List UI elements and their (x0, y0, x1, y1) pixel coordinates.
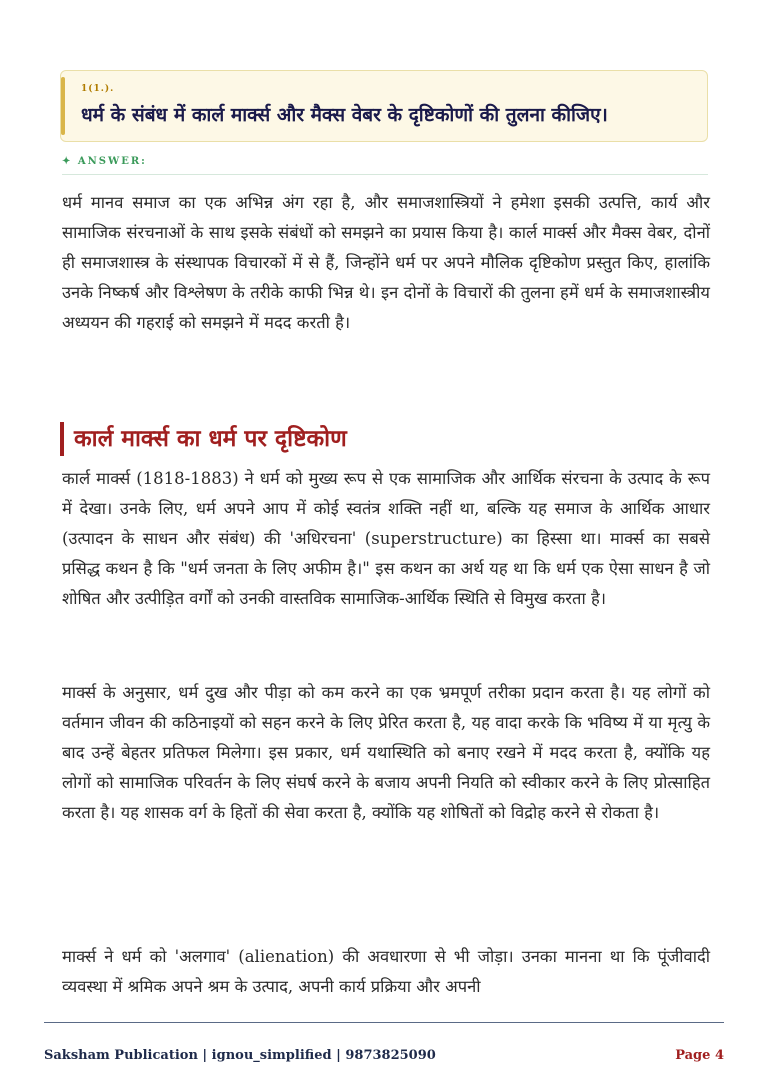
question-accent-bar (61, 77, 65, 135)
question-box (60, 70, 708, 142)
answer-divider (62, 174, 708, 175)
section-heading: कार्ल मार्क्स का धर्म पर दृष्टिकोण (60, 422, 347, 456)
intro-paragraph: धर्म मानव समाज का एक अभिन्न अंग रहा है, और समाजशास्त्रियों ने हमेशा इसकी उत्पत्ति, कार्य और सामाजिक संरचनाओं के साथ इसके संबंधों को समझने का प्रयास किया है। कार्ल मार्क्स और मैक्स वेबर, दोनों ही समाजशास्त्र के संस्थापक विचारकों में से हैं, जिन्होंने धर्म पर अपने मौलिक दृष्टिकोण प्रस्तुत किए, हालांकि उनके निष्कर्ष और विश्लेषण के तरीके काफी भिन्न थे। इन दोनों के विचारों की तुलना हमें धर्म के समाजशास्त्रीय अध्ययन की गहराई को समझने में मदद करती है। (62, 193, 710, 332)
paragraph-1: कार्ल मार्क्स (1818-1883) ने धर्म को मुख्य रूप से एक सामाजिक और आर्थिक संरचना के उत्पाद के रूप में देखा। उनके लिए, धर्म अपने आप में कोई स्वतंत्र शक्ति नहीं था, बल्कि यह समाज के आर्थिक आधार (उत्पादन के साधन और संबंध) की 'अधिरचना' (superstructure) का हिस्सा था। मार्क्स का सबसे प्रसिद्ध कथन है कि "धर्म जनता के लिए अफीम है।" इस कथन का अर्थ यह था कि धर्म एक ऐसा साधन है जो शोषित और उत्पीड़ित वर्गों को उनकी वास्तविक सामाजिक-आर्थिक स्थिति से विमुख करता है। (62, 469, 710, 608)
answer-label: ✦ ANSWER: (62, 156, 147, 167)
footer-divider (44, 1022, 724, 1023)
paragraph-2: मार्क्स के अनुसार, धर्म दुख और पीड़ा को कम करने का एक भ्रमपूर्ण तरीका प्रदान करता है। यह लोगों को वर्तमान जीवन की कठिनाइयों को सहन करने के लिए प्रेरित करता है, यह वादा करके कि भविष्य में या मृत्यु के बाद उन्हें बेहतर प्रतिफल मिलेगा। इस प्रकार, धर्म यथास्थिति को बनाए रखने में मदद करता है, क्योंकि यह लोगों को सामाजिक परिवर्तन के लिए संघर्ष करने के बजाय अपनी नियति को स्वीकार करने के लिए प्रोत्साहित करता है। यह शासक वर्ग के हितों की सेवा करता है, क्योंकि यह शोषितों को विद्रोह करने से रोकता है। (62, 683, 710, 822)
paragraph-3: मार्क्स ने धर्म को 'अलगाव' (alienation) की अवधारणा से भी जोड़ा। उनका मानना था कि पूंजीवादी व्यवस्था में श्रमिक अपने श्रम के उत्पाद, अपनी कार्य प्रक्रिया और अपनी (62, 947, 710, 996)
question-text: धर्म के संबंध में कार्ल मार्क्स और मैक्स वेबर के दृष्टिकोणों की तुलना कीजिए। (81, 104, 608, 126)
footer-publisher: Saksham Publication | ignou_simplified | 9873825090 (44, 1048, 436, 1063)
question-number: 1(1.). (81, 84, 115, 94)
page-number: Page 4 (675, 1048, 724, 1063)
